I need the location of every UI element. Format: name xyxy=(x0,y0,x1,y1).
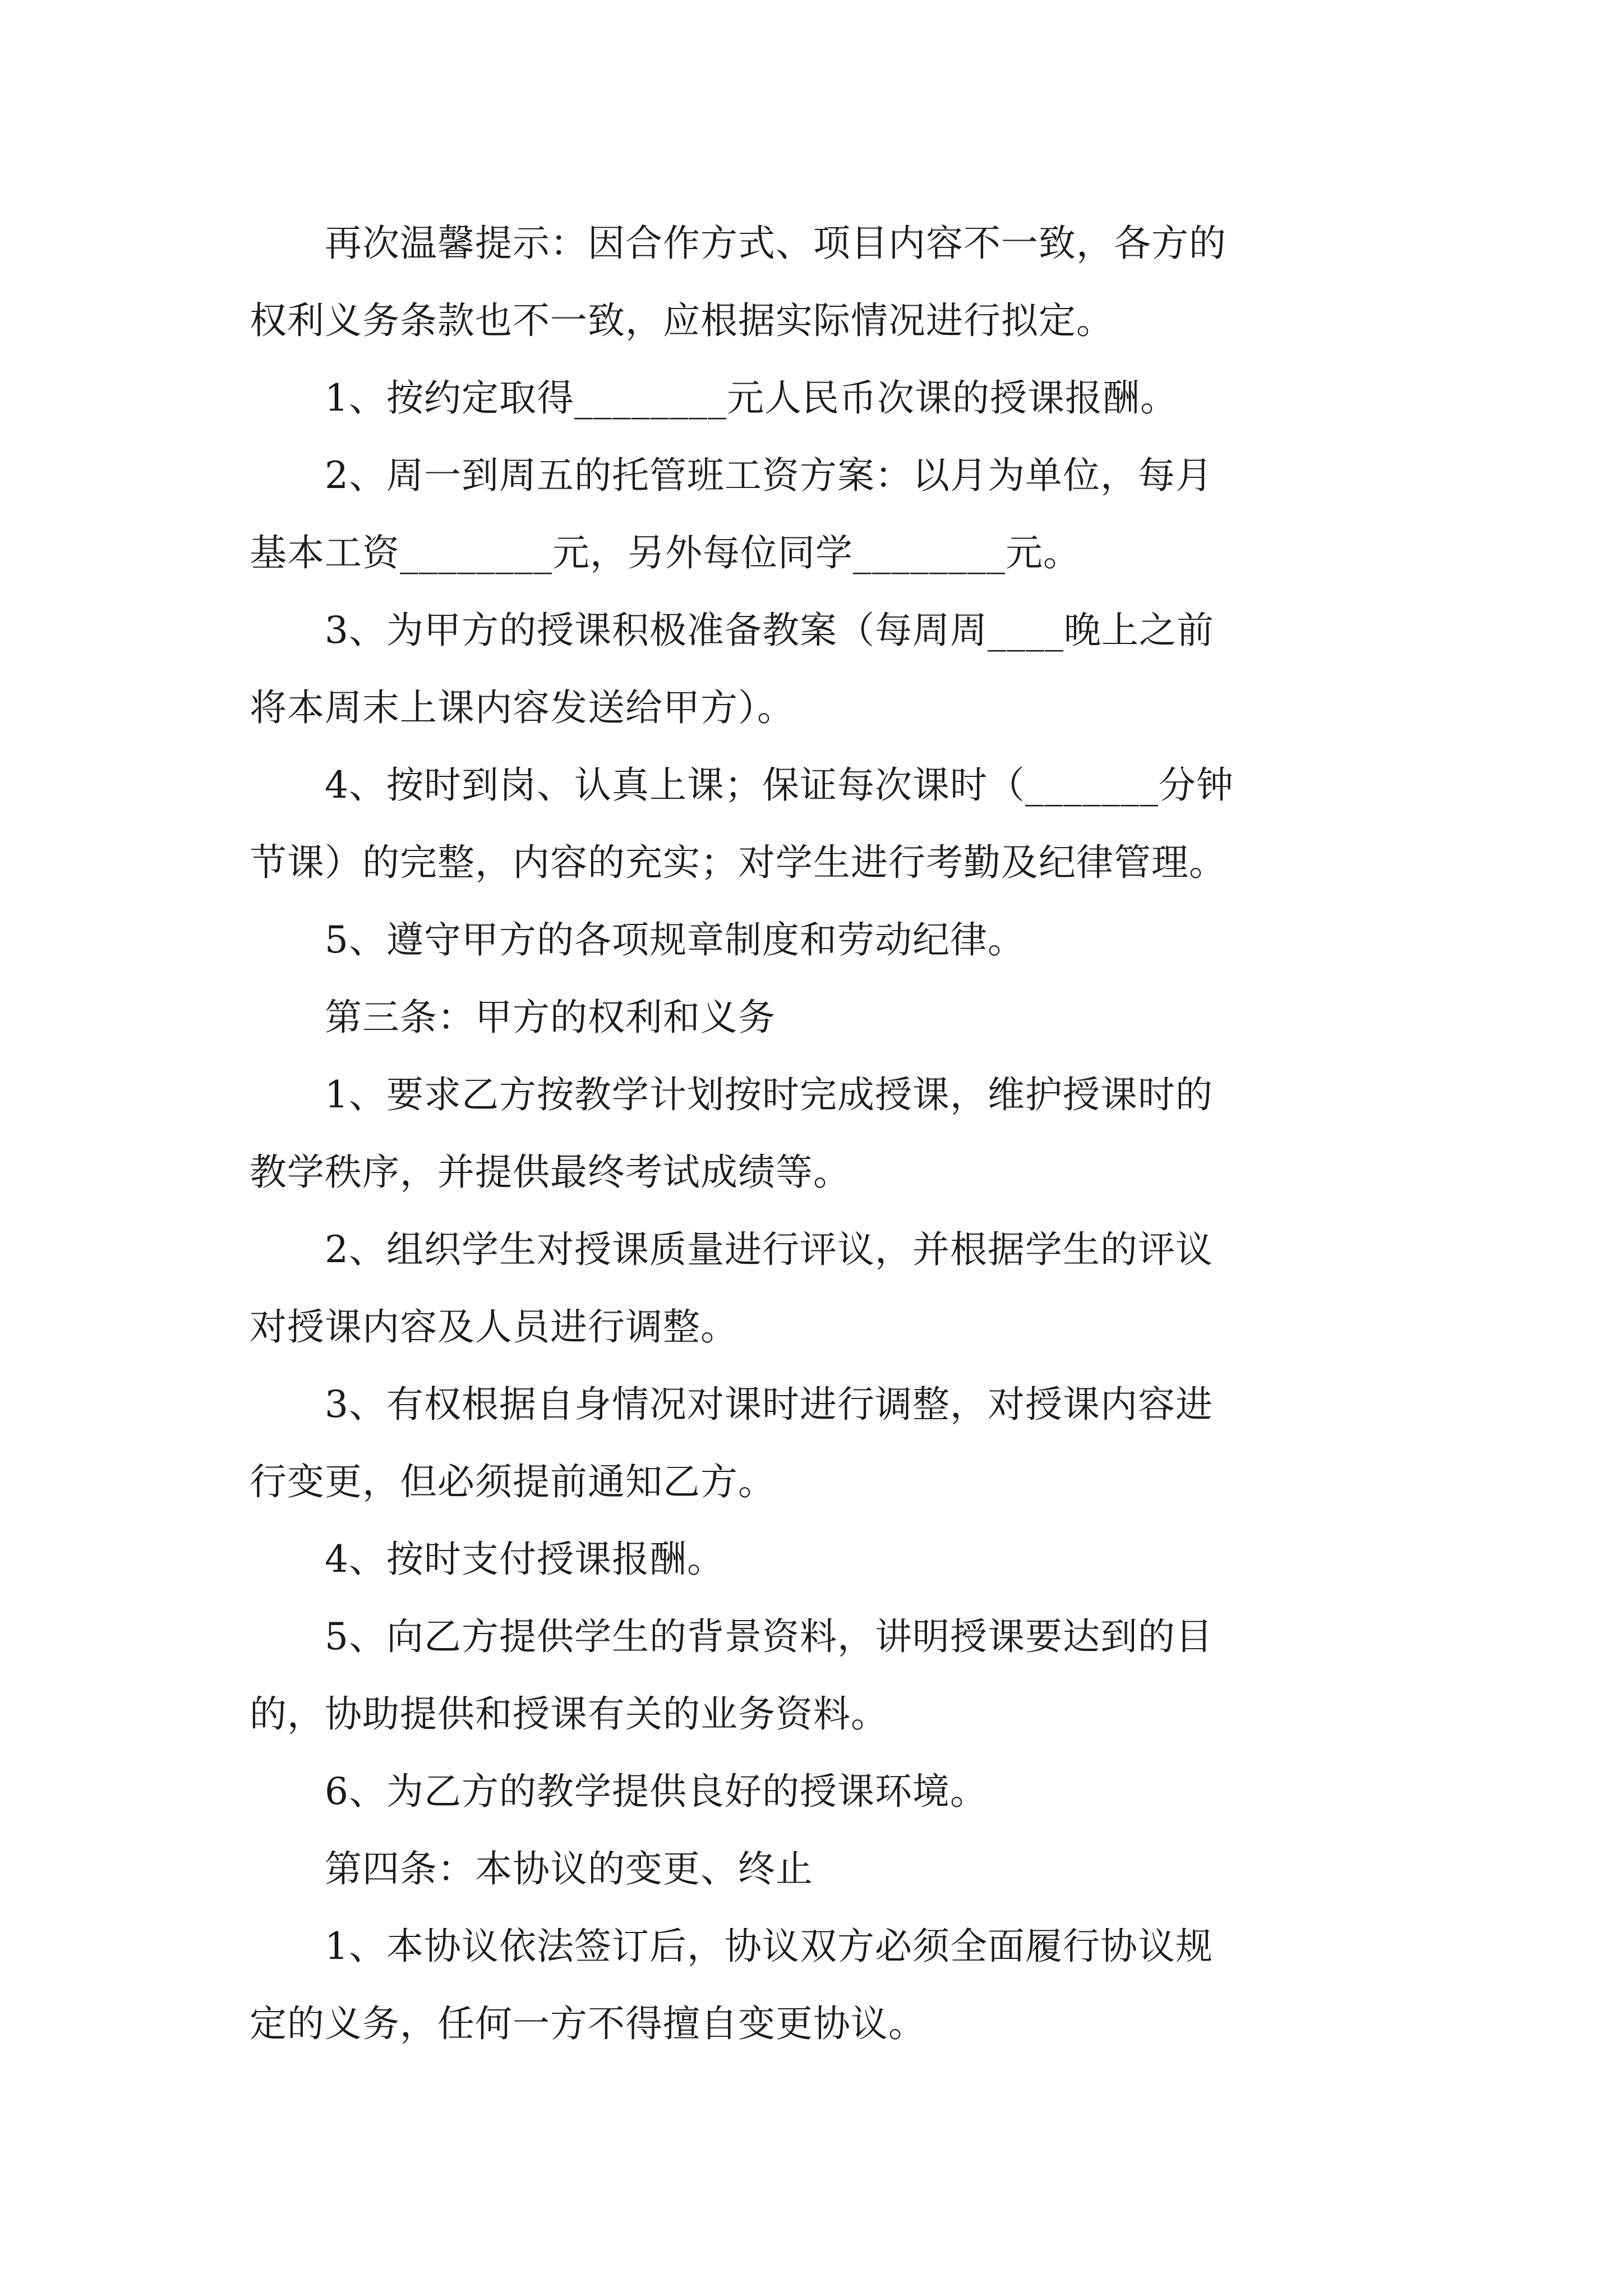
text-line: 再次温馨提示：因合作方式、项目内容不一致，各方的 xyxy=(250,222,1227,265)
text-line: 4、按时到岗、认真上课；保证每次课时（_______分钟 xyxy=(250,763,1234,807)
text-line: 4、按时支付授课报酬。 xyxy=(250,1538,725,1581)
text-line: 行变更，但必须提前通知乙方。 xyxy=(250,1460,776,1503)
section-heading: 第三条：甲方的权利和义务 xyxy=(250,996,776,1039)
text-line: 2、周一到周五的托管班工资方案：以月为单位，每月 xyxy=(250,454,1213,497)
section-heading: 第四条：本协议的变更、终止 xyxy=(250,1847,813,1890)
text-line: 节课）的完整，内容的充实；对学生进行考勤及纪律管理。 xyxy=(250,841,1227,884)
text-line: 对授课内容及人员进行调整。 xyxy=(250,1305,738,1349)
text-line: 3、为甲方的授课积极准备教案（每周周____晚上之前 xyxy=(250,609,1214,652)
text-line: 3、有权根据自身情况对课时进行调整，对授课内容进 xyxy=(250,1383,1213,1426)
text-line: 2、组织学生对授课质量进行评议，并根据学生的评议 xyxy=(250,1228,1213,1271)
text-line: 5、遵守甲方的各项规章制度和劳动纪律。 xyxy=(250,918,1025,961)
text-line: 权利义务条款也不一致，应根据实际情况进行拟定。 xyxy=(250,299,1114,342)
text-line: 定的义务，任何一方不得擅自变更协议。 xyxy=(250,2002,926,2045)
text-line: 5、向乙方提供学生的背景资料，讲明授课要达到的目 xyxy=(250,1615,1213,1658)
text-line: 1、本协议依法签订后，协议双方必须全面履行协议规 xyxy=(250,1925,1213,1968)
text-line: 6、为乙方的教学提供良好的授课环境。 xyxy=(250,1770,988,1813)
text-line: 基本工资________元，另外每位同学________元。 xyxy=(250,531,1081,574)
text-line: 教学秩序，并提供最终考试成绩等。 xyxy=(250,1151,851,1194)
text-line: 将本周末上课内容发送给甲方）。 xyxy=(250,686,795,729)
text-line: 1、要求乙方按教学计划按时完成授课，维护授课时的 xyxy=(250,1073,1213,1116)
text-line: 的，协助提供和授课有关的业务资料。 xyxy=(250,1692,888,1736)
text-line: 1、按约定取得________元人民币次课的授课报酬。 xyxy=(250,376,1178,420)
